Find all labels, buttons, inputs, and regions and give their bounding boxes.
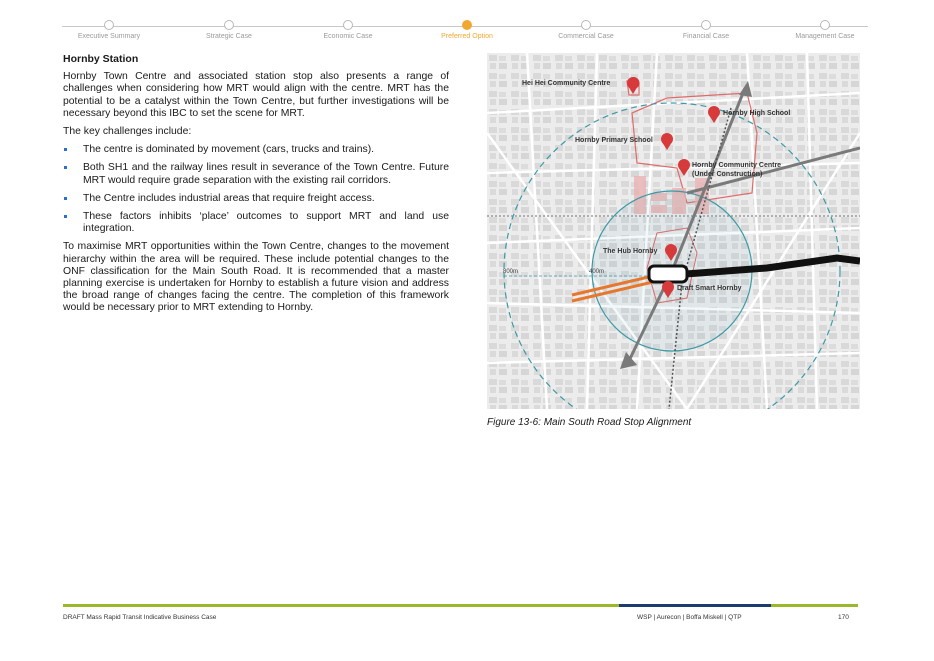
bullet-icon	[64, 197, 67, 200]
step-label: Executive Summary	[77, 33, 141, 40]
section-heading: Hornby Station	[63, 53, 139, 65]
step-dot-icon	[462, 20, 472, 30]
footer-bar-middle	[619, 604, 771, 607]
nav-step[interactable]	[49, 20, 169, 40]
challenge-item	[63, 162, 449, 186]
label-draft-smart: Draft Smart Hornby	[677, 285, 742, 292]
text-column	[63, 53, 449, 321]
challenge-text: The centre is dominated by movement (cars, trucks and trains).	[83, 144, 375, 156]
station-stop	[649, 266, 687, 282]
label-high-school: Hornby High School	[723, 110, 791, 117]
bullet-icon	[64, 166, 67, 169]
footer-document-title: DRAFT Mass Rapid Transit Indicative Business Case	[63, 614, 217, 621]
nav-step[interactable]	[526, 20, 646, 40]
label-hei-hei: Hei Hei Community Centre	[522, 80, 611, 87]
nav-step[interactable]	[288, 20, 408, 40]
step-dot-icon	[224, 20, 234, 30]
step-label: Preferred Option	[441, 33, 493, 40]
challenge-item	[63, 193, 449, 205]
challenge-text: The Centre includes industrial areas that require freight access.	[83, 192, 375, 204]
label-community-centre-sub: (Under Construction)	[692, 171, 763, 178]
challenge-item	[63, 144, 449, 156]
step-dot-icon	[104, 20, 114, 30]
label-community-centre: Hornby Community Centre	[692, 162, 782, 169]
bullet-icon	[64, 148, 67, 151]
footer-bar-right	[771, 604, 858, 607]
figure-caption: Figure 13-6: Main South Road Stop Alignment	[487, 417, 692, 428]
label-hub: The Hub Hornby	[603, 248, 658, 255]
challenge-text: Both SH1 and the railway lines result in severance of the Town Centre. Future MRT would require grade separation with the existing rail corridors.	[83, 162, 449, 186]
challenges-list	[63, 144, 449, 235]
step-dot-icon	[581, 20, 591, 30]
nav-step[interactable]	[765, 20, 885, 40]
page-number: 170	[838, 614, 849, 621]
step-label: Strategic Case	[206, 33, 252, 40]
footer-bar-left	[63, 604, 619, 607]
challenge-item	[63, 211, 449, 235]
ring-label-400: 400m	[589, 269, 605, 275]
bullet-icon	[64, 215, 67, 218]
intro-paragraph: Hornby Town Centre and associated station stop also presents a range of challenges when considering how MRT would align with the centre. MRT has the potential to be a catalyst within the Town Centre, but further investigations will be necessary beyond this IBC to set the scene for MRT.	[63, 71, 449, 119]
closing-paragraph: To maximise MRT opportunities within the Town Centre, changes to the movement hierarchy within the area will be required. These include potential changes to the ONF classification for the Main South Road. It is recommended that a master planning exercise is undertaken for Hornby to establish a future vision and address the broad range of changes facing the centre. The completion of this framework would be necessary prior to MRT extending to Hornby.	[63, 241, 449, 314]
step-dot-icon	[820, 20, 830, 30]
step-dot-icon	[343, 20, 353, 30]
nav-step[interactable]	[407, 20, 527, 40]
challenges-lead: The key challenges include:	[63, 126, 192, 138]
progress-nav	[62, 18, 868, 48]
step-label: Commercial Case	[558, 33, 614, 40]
label-primary-school: Hornby Primary School	[575, 137, 653, 144]
step-dot-icon	[701, 20, 711, 30]
step-label: Management Case	[795, 33, 855, 40]
challenge-text: These factors inhibits ‘place’ outcomes to support MRT and land use integration.	[83, 211, 449, 235]
nav-step[interactable]	[169, 20, 289, 40]
nav-step[interactable]	[646, 20, 766, 40]
ring-label-800: 800m	[503, 269, 519, 275]
map-svg	[487, 53, 860, 409]
step-label: Economic Case	[323, 33, 373, 40]
stop-alignment-map	[487, 53, 860, 409]
footer-partners: WSP | Aurecon | Boffa Miskell | QTP	[637, 614, 742, 621]
step-label: Financial Case	[682, 33, 730, 40]
